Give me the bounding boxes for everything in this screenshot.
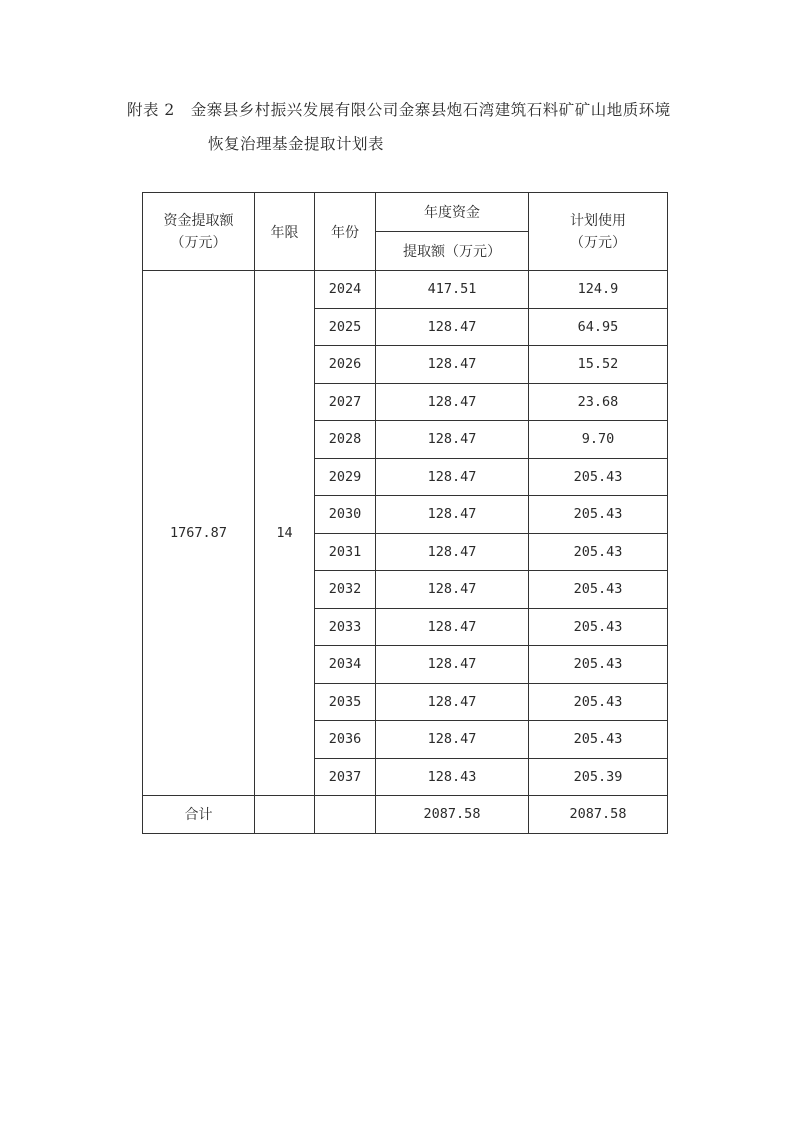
fund-plan-table — [142, 192, 668, 834]
extract-cell: 128.47 — [376, 721, 529, 759]
total-year-empty — [315, 796, 376, 834]
plan-use-cell: 9.70 — [529, 421, 668, 459]
year-cell: 2037 — [315, 758, 376, 796]
fund-total-value: 1767.87 — [143, 271, 255, 796]
year-cell: 2028 — [315, 421, 376, 459]
title-text-line1: 金寨县乡村振兴发展有限公司金寨县炮石湾建筑石料矿矿山地质环境 — [190, 101, 671, 119]
year-cell: 2025 — [315, 308, 376, 346]
year-cell: 2031 — [315, 533, 376, 571]
header-fund-total: 资金提取额 （万元） — [143, 193, 255, 271]
extract-cell: 128.47 — [376, 383, 529, 421]
year-cell: 2032 — [315, 571, 376, 609]
plan-use-cell: 205.43 — [529, 571, 668, 609]
total-term-empty — [255, 796, 315, 834]
total-row — [143, 796, 668, 834]
plan-use-cell: 205.43 — [529, 683, 668, 721]
year-cell: 2026 — [315, 346, 376, 384]
extract-cell: 128.47 — [376, 608, 529, 646]
extract-cell: 128.47 — [376, 496, 529, 534]
year-cell: 2034 — [315, 646, 376, 684]
extract-cell: 417.51 — [376, 271, 529, 309]
year-cell: 2030 — [315, 496, 376, 534]
extract-cell: 128.47 — [376, 571, 529, 609]
plan-use-cell: 205.43 — [529, 533, 668, 571]
year-cell: 2035 — [315, 683, 376, 721]
header-annual-extract: 提取额（万元） — [376, 232, 529, 271]
extract-cell: 128.47 — [376, 421, 529, 459]
total-plan-use: 2087.58 — [529, 796, 668, 834]
plan-use-cell: 205.43 — [529, 646, 668, 684]
year-cell: 2024 — [315, 271, 376, 309]
plan-use-cell: 15.52 — [529, 346, 668, 384]
total-extract: 2087.58 — [376, 796, 529, 834]
header-term: 年限 — [255, 193, 315, 271]
plan-use-cell: 124.9 — [529, 271, 668, 309]
table-row — [143, 271, 668, 309]
extract-cell: 128.43 — [376, 758, 529, 796]
appendix-number: 附表 2 — [127, 101, 175, 119]
header-plan-use: 计划使用 （万元） — [529, 193, 668, 271]
extract-cell: 128.47 — [376, 346, 529, 384]
page-title — [127, 98, 671, 120]
extract-cell: 128.47 — [376, 533, 529, 571]
extract-cell: 128.47 — [376, 458, 529, 496]
header-year: 年份 — [315, 193, 376, 271]
title-text-line2: 恢复治理基金提取计划表 — [208, 135, 385, 153]
extract-cell: 128.47 — [376, 646, 529, 684]
plan-use-cell: 205.43 — [529, 458, 668, 496]
header-annual-fund: 年度资金 — [376, 193, 529, 232]
year-cell: 2033 — [315, 608, 376, 646]
year-cell: 2029 — [315, 458, 376, 496]
plan-use-cell: 64.95 — [529, 308, 668, 346]
extract-cell: 128.47 — [376, 308, 529, 346]
plan-use-cell: 205.43 — [529, 721, 668, 759]
plan-use-cell: 205.43 — [529, 608, 668, 646]
extract-cell: 128.47 — [376, 683, 529, 721]
term-value: 14 — [255, 271, 315, 796]
year-cell: 2036 — [315, 721, 376, 759]
plan-use-cell: 23.68 — [529, 383, 668, 421]
year-cell: 2027 — [315, 383, 376, 421]
plan-use-cell: 205.43 — [529, 496, 668, 534]
total-label: 合计 — [143, 796, 255, 834]
plan-use-cell: 205.39 — [529, 758, 668, 796]
table-header-row — [143, 193, 668, 232]
